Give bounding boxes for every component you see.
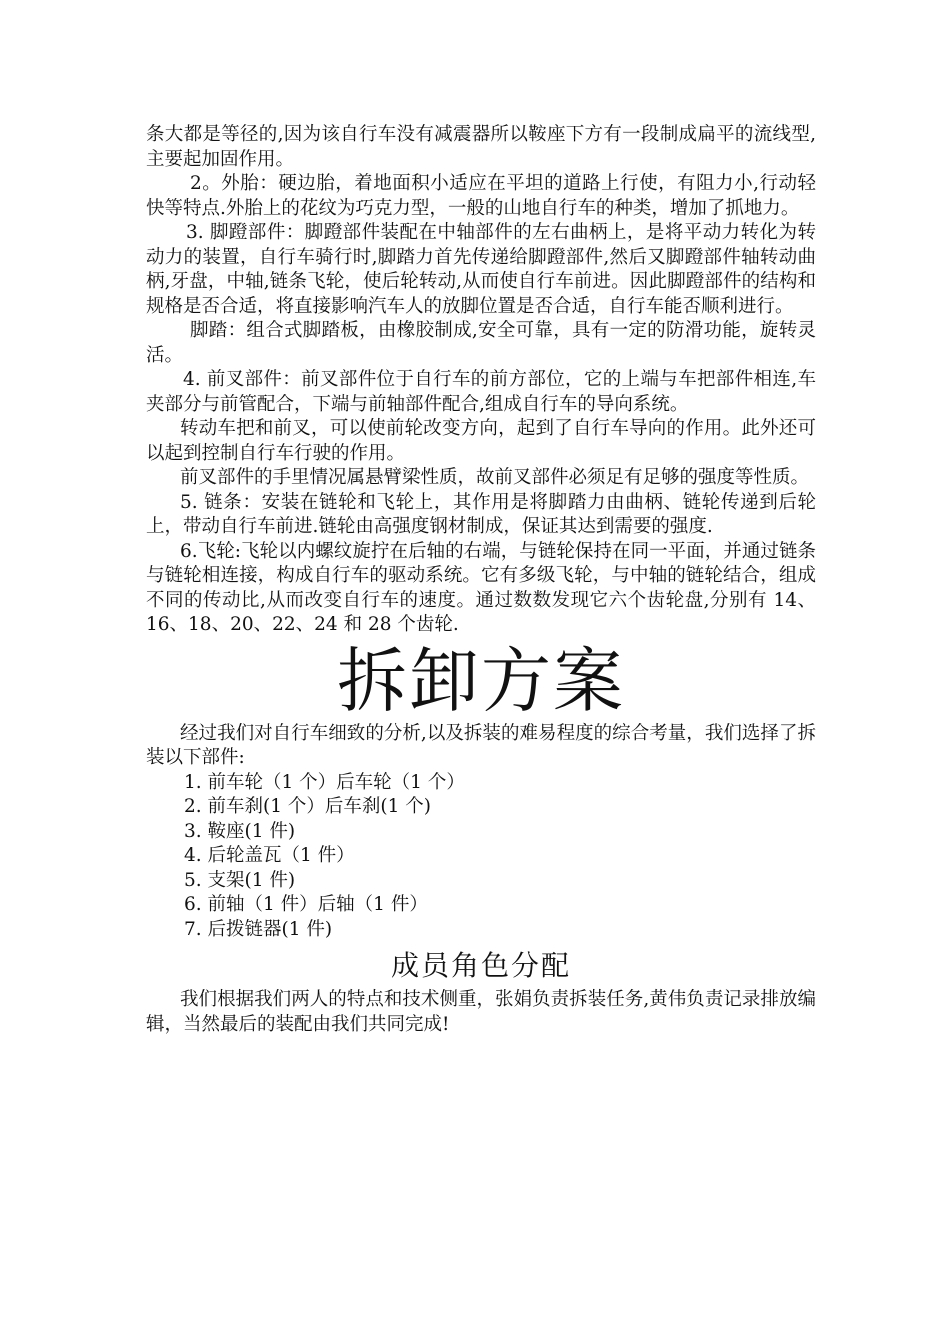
paragraph-disassembly-intro: 经过我们对自行车细致的分析,以及拆装的难易程度的综合考量，我们选择了拆装以下部件: bbox=[146, 722, 816, 768]
paragraph-steering: 转动车把和前叉，可以使前轮改变方向，起到了自行车导向的作用。此外还可以起到控制自行车行驶的作用。 bbox=[146, 418, 816, 464]
paragraph-front-fork: 4. 前叉部件：前叉部件位于自行车的前方部位，它的上端与车把部件相连,车夹部分与前管配合，下端与前轴部件配合,组成自行车的导向系统。 bbox=[146, 369, 816, 415]
list-item: 7. 后拨链器(1 件) bbox=[184, 918, 333, 940]
list-item: 3. 鞍座(1 件) bbox=[184, 820, 296, 842]
heading-member-roles: 成员角色分配 bbox=[390, 949, 571, 982]
paragraph-frame-shape: 条大都是等径的,因为该自行车没有减震器所以鞍座下方有一段制成扁平的流线型,主要起加固作用。 bbox=[146, 124, 816, 170]
list-item: 2. 前车刹(1 个）后车刹(1 个) bbox=[184, 796, 431, 817]
document-body bbox=[146, 123, 816, 1037]
paragraph-fork-strength: 前叉部件的手里情况属悬臂梁性质，故前叉部件必须足有足够的强度等性质。 bbox=[180, 467, 810, 488]
heading-disassembly-plan: 拆卸方案 bbox=[337, 639, 625, 722]
list-item: 4. 后轮盖瓦（1 件） bbox=[184, 845, 355, 866]
paragraph-member-roles: 我们根据我们两人的特点和技术侧重，张娟负责拆装任务,黄伟负责记录排放编辑，当然最后的装配由我们共同完成! bbox=[146, 989, 816, 1035]
parts-list bbox=[146, 771, 816, 943]
paragraph-freewheel: 6.飞轮:飞轮以内螺纹旋拧在后轴的右端，与链轮保持在同一平面，并通过链条与链轮相连接，构成自行车的驱动系统。它有多级飞轮，与中轴的链轮结合，组成不同的传动比,从而改变自行车的速度。通过数数发现它六个齿轮盘,分别有 14、16、18、20、22、24 和 28 个齿轮. bbox=[146, 540, 816, 635]
paragraph-outer-tire: 2。外胎：硬边胎，着地面积小适应在平坦的道路上行使，有阻力小,行动轻快等特点.外胎上的花纹为巧克力型，一般的山地自行车的种类，增加了抓地力。 bbox=[146, 173, 816, 219]
paragraph-pedal: 脚踏：组合式脚踏板，由橡胶制成,安全可靠，具有一定的防滑功能，旋转灵活。 bbox=[146, 320, 816, 366]
paragraph-chain: 5. 链条：安装在链轮和飞轮上，其作用是将脚踏力由曲柄、链轮传递到后轮上，带动自行车前进.链轮由高强度钢材制成，保证其达到需要的强度. bbox=[146, 491, 816, 537]
list-item: 5. 支架(1 件) bbox=[184, 869, 296, 891]
list-item: 6. 前轴（1 件）后轴（1 件） bbox=[184, 894, 428, 915]
paragraph-pedal-parts: 3. 脚蹬部件：脚蹬部件装配在中轴部件的左右曲柄上，是将平动力转化为转动力的装置，自行车骑行时,脚踏力首先传递给脚蹬部件,然后又脚蹬部件轴转动曲柄,牙盘，中轴,链条飞轮，使后轮转动,从而使自行车前进。因此脚蹬部件的结构和规格是否合适，将直接影响汽车人的放脚位置是否合适，自行车能否顺利进行。 bbox=[146, 222, 816, 317]
list-item: 1. 前车轮（1 个）后车轮（1 个） bbox=[184, 771, 465, 793]
